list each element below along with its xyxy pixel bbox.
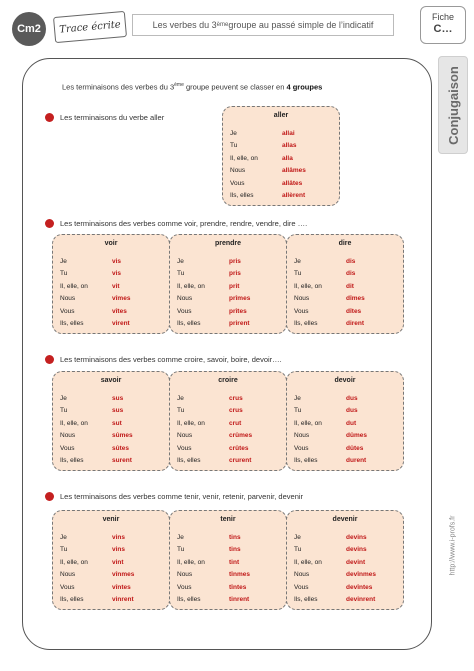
conjugation-row: [177, 417, 286, 430]
verb-form: dûmes: [346, 432, 367, 440]
page-title: [132, 14, 394, 36]
conjugation-row: [294, 442, 403, 455]
conjugation-row: [294, 430, 403, 443]
pronoun: Il, elle, on: [177, 419, 205, 427]
pronoun: Vous: [60, 583, 75, 591]
pronoun: Il, elle, on: [177, 558, 205, 566]
bullet-dot-icon: [45, 492, 54, 501]
conjugation-row: [294, 280, 403, 293]
verb-form: prîmes: [229, 295, 251, 303]
conjugation-rows: [287, 531, 403, 606]
pronoun: Nous: [177, 571, 193, 579]
conjugation-row: [177, 569, 286, 582]
verb-form: dis: [346, 270, 356, 278]
conjugation-row: [294, 255, 403, 268]
conjugation-row: [60, 392, 169, 405]
verb-form: sus: [112, 394, 124, 402]
verb-form: virent: [112, 320, 130, 328]
pronoun: Il, elle, on: [60, 282, 88, 290]
pronoun: Il, elle, on: [294, 558, 322, 566]
intro-part2: groupe peuvent se classer en: [183, 82, 287, 92]
conjugation-row: [177, 268, 286, 281]
verb-form: dit: [346, 282, 354, 290]
pronoun: Je: [294, 394, 301, 402]
conjugation-row: [294, 556, 403, 569]
conjugation-row: [294, 531, 403, 544]
verb-form: vîntes: [112, 583, 131, 591]
verb-form: dirent: [346, 320, 365, 328]
title-sup: ème: [216, 22, 229, 28]
verb-form: crûtes: [229, 444, 249, 452]
conjugation-row: [230, 140, 339, 153]
verb-form: dut: [346, 419, 357, 427]
verb-card: [222, 106, 340, 206]
conjugation-row: [294, 405, 403, 418]
verb-form: dus: [346, 407, 358, 415]
conjugation-row: [177, 255, 286, 268]
conjugation-row: [294, 392, 403, 405]
fiche-box: [420, 6, 466, 44]
verb-form: crus: [229, 394, 243, 402]
verb-card: [169, 371, 287, 471]
conjugation-rows: [287, 392, 403, 467]
intro-text: [62, 82, 322, 92]
side-url: [441, 490, 465, 600]
pronoun: Je: [60, 257, 67, 265]
level-badge: Cm2: [12, 12, 46, 46]
verb-card: [169, 234, 287, 334]
conjugation-row: [230, 177, 339, 190]
title-part1: Les verbes du 3: [152, 20, 217, 30]
conjugation-row: [177, 318, 286, 331]
side-tab-label: Conjugaison: [445, 65, 461, 145]
bullet-dot-icon: [45, 219, 54, 228]
pronoun: Je: [294, 257, 301, 265]
conjugation-row: [177, 581, 286, 594]
verb-title: venir: [102, 516, 120, 523]
verb-form: allèrent: [282, 192, 306, 200]
conjugation-row: [177, 305, 286, 318]
conjugation-row: [177, 442, 286, 455]
pronoun: Nous: [60, 571, 76, 579]
section-heading: [45, 219, 307, 228]
verb-title: tenir: [220, 516, 236, 523]
pronoun: Nous: [177, 295, 193, 303]
pronoun: Ils, elles: [294, 596, 318, 604]
conjugation-row: [177, 531, 286, 544]
verb-form: prit: [229, 282, 240, 290]
pronoun: Nous: [230, 167, 246, 175]
conjugation-row: [177, 430, 286, 443]
conjugation-row: [294, 455, 403, 468]
conjugation-row: [60, 405, 169, 418]
verb-form: tîntes: [229, 583, 247, 591]
pronoun: Vous: [294, 444, 309, 452]
section-heading-text: Les terminaisons des verbes comme tenir, venir, retenir, parvenir, devenir: [60, 492, 304, 501]
conjugation-rows: [53, 255, 169, 330]
fiche-label: Fiche: [431, 12, 454, 22]
verb-card: [52, 234, 170, 334]
pronoun: Il, elle, on: [294, 282, 322, 290]
verb-form: dus: [346, 394, 358, 402]
pronoun: Vous: [60, 307, 75, 315]
pronoun: Je: [177, 394, 184, 402]
verb-title: devoir: [334, 377, 356, 384]
conjugation-row: [177, 544, 286, 557]
verb-title: prendre: [214, 240, 242, 247]
pronoun: Vous: [177, 444, 192, 452]
verb-card: [52, 371, 170, 471]
verb-form: dîtes: [346, 307, 362, 315]
pronoun: Tu: [60, 270, 68, 278]
verb-form: devîntes: [346, 583, 373, 591]
conjugation-rows: [223, 127, 339, 202]
conjugation-row: [230, 127, 339, 140]
verb-form: vint: [112, 558, 124, 566]
fiche-code: C…: [433, 23, 453, 36]
conjugation-row: [294, 293, 403, 306]
title-part2: groupe au passé simple de l’indicatif: [228, 20, 374, 30]
verb-form: dis: [346, 257, 356, 265]
verb-card: [169, 510, 287, 610]
verb-form: devins: [346, 533, 367, 541]
pronoun: Nous: [294, 571, 310, 579]
conjugation-row: [60, 417, 169, 430]
verb-form: sus: [112, 407, 124, 415]
pronoun: Tu: [177, 407, 185, 415]
conjugation-row: [60, 268, 169, 281]
conjugation-row: [294, 569, 403, 582]
conjugation-row: [60, 280, 169, 293]
conjugation-row: [60, 442, 169, 455]
pronoun: Ils, elles: [177, 320, 201, 328]
pronoun: Nous: [60, 295, 76, 303]
conjugation-rows: [170, 255, 286, 330]
pronoun: Ils, elles: [60, 457, 84, 465]
verb-form: pris: [229, 257, 241, 265]
pronoun: Ils, elles: [177, 457, 201, 465]
pronoun: Ils, elles: [60, 320, 84, 328]
section-heading: [45, 113, 164, 122]
conjugation-row: [60, 531, 169, 544]
pronoun: Ils, elles: [294, 320, 318, 328]
verb-form: devînmes: [346, 571, 376, 579]
side-tab: [438, 56, 468, 154]
pronoun: Nous: [60, 432, 76, 440]
conjugation-row: [177, 392, 286, 405]
verb-title: aller: [273, 112, 289, 119]
conjugation-rows: [53, 531, 169, 606]
verb-form: devint: [346, 558, 366, 566]
pronoun: Il, elle, on: [230, 154, 258, 162]
header: [10, 12, 468, 42]
verb-form: tinrent: [229, 596, 250, 604]
intro-part1: Les terminaisons des verbes du 3: [62, 82, 175, 92]
pronoun: Je: [294, 533, 301, 541]
verb-form: sûtes: [112, 444, 129, 452]
pronoun: Nous: [294, 295, 310, 303]
pronoun: Vous: [177, 307, 192, 315]
verb-card: [286, 234, 404, 334]
conjugation-row: [177, 405, 286, 418]
pronoun: Tu: [294, 407, 302, 415]
verb-form: vîmes: [112, 295, 131, 303]
verb-title: voir: [104, 240, 118, 247]
verb-form: alla: [282, 154, 293, 162]
verb-form: vinrent: [112, 596, 134, 604]
verb-form: prirent: [229, 320, 250, 328]
conjugation-row: [60, 455, 169, 468]
pronoun: Je: [177, 257, 184, 265]
pronoun: Ils, elles: [60, 596, 84, 604]
pronoun: Nous: [294, 432, 310, 440]
bullet-dot-icon: [45, 355, 54, 364]
verb-form: vînmes: [112, 571, 135, 579]
pronoun: Ils, elles: [177, 596, 201, 604]
section-heading-text: Les terminaisons des verbes comme croire, savoir, boire, devoir….: [60, 355, 282, 364]
pronoun: Je: [60, 394, 67, 402]
pronoun: Il, elle, on: [60, 558, 88, 566]
section-heading-text: Les terminaisons des verbes comme voir, prendre, rendre, vendre, dire ….: [60, 219, 308, 228]
conjugation-row: [60, 544, 169, 557]
verb-card: [286, 371, 404, 471]
verb-title: devenir: [332, 516, 358, 523]
pronoun: Vous: [230, 179, 245, 187]
verb-form: tint: [229, 558, 240, 566]
verb-form: tins: [229, 546, 241, 554]
verb-form: pris: [229, 270, 241, 278]
verb-form: crurent: [229, 457, 252, 465]
conjugation-row: [177, 293, 286, 306]
verb-form: durent: [346, 457, 367, 465]
verb-form: prîtes: [229, 307, 247, 315]
conjugation-row: [60, 569, 169, 582]
bullet-dot-icon: [45, 113, 54, 122]
pronoun: Vous: [294, 583, 309, 591]
verb-form: vis: [112, 270, 122, 278]
verb-form: dûtes: [346, 444, 364, 452]
verb-form: sûmes: [112, 432, 133, 440]
verb-form: allas: [282, 142, 297, 150]
verb-form: dîmes: [346, 295, 365, 303]
conjugation-row: [60, 293, 169, 306]
verb-title: croire: [218, 377, 238, 384]
pronoun: Vous: [60, 444, 75, 452]
section-heading: [45, 492, 303, 501]
pronoun: Tu: [177, 270, 185, 278]
conjugation-row: [230, 152, 339, 165]
pronoun: Il, elle, on: [177, 282, 205, 290]
verb-form: vit: [112, 282, 120, 290]
conjugation-row: [60, 556, 169, 569]
conjugation-rows: [170, 531, 286, 606]
pronoun: Tu: [177, 546, 185, 554]
pronoun: Tu: [60, 407, 68, 415]
pronoun: Vous: [294, 307, 309, 315]
verb-form: tins: [229, 533, 241, 541]
pronoun: Je: [60, 533, 67, 541]
pronoun: Tu: [230, 142, 238, 150]
conjugation-row: [60, 255, 169, 268]
conjugation-row: [294, 581, 403, 594]
conjugation-row: [177, 594, 286, 607]
verb-form: tînmes: [229, 571, 250, 579]
verb-form: crûmes: [229, 432, 253, 440]
pronoun: Il, elle, on: [60, 419, 88, 427]
pronoun: Ils, elles: [230, 192, 254, 200]
verb-form: crus: [229, 407, 243, 415]
conjugation-rows: [287, 255, 403, 330]
pronoun: Il, elle, on: [294, 419, 322, 427]
verb-title: savoir: [100, 377, 122, 384]
trace-ecrite-tag: Trace écrite: [53, 11, 127, 43]
conjugation-row: [230, 165, 339, 178]
verb-form: vins: [112, 546, 126, 554]
verb-card: [286, 510, 404, 610]
pronoun: Nous: [177, 432, 193, 440]
pronoun: Tu: [294, 546, 302, 554]
conjugation-row: [294, 305, 403, 318]
conjugation-row: [294, 318, 403, 331]
verb-form: devins: [346, 546, 367, 554]
verb-form: allai: [282, 129, 295, 137]
conjugation-row: [230, 190, 339, 203]
side-url-text: http://www.i-profs.fr: [449, 515, 457, 575]
verb-form: vîtes: [112, 307, 127, 315]
pronoun: Vous: [177, 583, 192, 591]
conjugation-row: [177, 455, 286, 468]
verb-form: sut: [112, 419, 122, 427]
conjugation-row: [177, 556, 286, 569]
pronoun: Ils, elles: [294, 457, 318, 465]
conjugation-rows: [53, 392, 169, 467]
verb-form: vis: [112, 257, 122, 265]
verb-form: surent: [112, 457, 132, 465]
pronoun: Tu: [60, 546, 68, 554]
intro-bold: 4 groupes: [286, 82, 323, 92]
conjugation-row: [60, 430, 169, 443]
intro-sup: ème: [174, 82, 184, 88]
conjugation-row: [294, 544, 403, 557]
verb-form: allâtes: [282, 179, 303, 187]
conjugation-row: [294, 594, 403, 607]
conjugation-rows: [170, 392, 286, 467]
pronoun: Je: [230, 129, 237, 137]
pronoun: Je: [177, 533, 184, 541]
verb-title: dire: [338, 240, 352, 247]
conjugation-row: [60, 318, 169, 331]
verb-form: allâmes: [282, 167, 306, 175]
conjugation-row: [294, 268, 403, 281]
section-heading: [45, 355, 282, 364]
verb-form: vins: [112, 533, 126, 541]
conjugation-row: [60, 581, 169, 594]
verb-card: [52, 510, 170, 610]
verb-form: devinrent: [346, 596, 376, 604]
conjugation-row: [177, 280, 286, 293]
conjugation-row: [60, 305, 169, 318]
section-heading-text: Les terminaisons du verbe aller: [60, 113, 165, 122]
pronoun: Tu: [294, 270, 302, 278]
conjugation-row: [294, 417, 403, 430]
conjugation-row: [60, 594, 169, 607]
verb-form: crut: [229, 419, 242, 427]
